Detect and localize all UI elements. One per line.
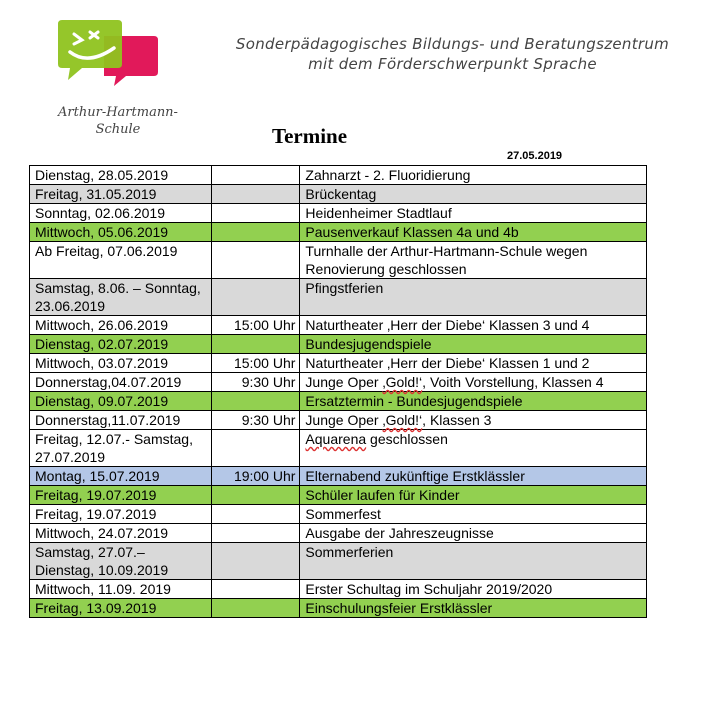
row-time: 19:00 Uhr: [212, 467, 300, 486]
row-date: Freitag, 19.07.2019: [30, 486, 212, 505]
row-event: Erster Schultag im Schuljahr 2019/2020: [300, 580, 647, 599]
row-date: Mittwoch, 24.07.2019: [30, 524, 212, 543]
row-event: Pfingstferien: [300, 279, 647, 316]
row-date: Sonntag, 02.06.2019: [30, 204, 212, 223]
row-date: Freitag, 19.07.2019: [30, 505, 212, 524]
org-line2: mit dem Förderschwerpunkt Sprache: [308, 55, 597, 73]
logo-text: [38, 104, 198, 138]
row-date: Donnerstag,11.07.2019: [30, 411, 212, 430]
row-event: Aquarena geschlossen: [300, 430, 647, 467]
table-row: [30, 486, 647, 505]
row-time: [212, 599, 300, 618]
table-row: [30, 580, 647, 599]
row-event: Ausgabe der Jahreszeugnisse: [300, 524, 647, 543]
row-time: [212, 185, 300, 204]
row-event: Bundesjugendspiele: [300, 335, 647, 354]
row-time: [212, 543, 300, 580]
table-row: [30, 411, 647, 430]
row-time: [212, 505, 300, 524]
row-time: [212, 204, 300, 223]
row-date: Dienstag, 09.07.2019: [30, 392, 212, 411]
row-event: Brückentag: [300, 185, 647, 204]
table-row: [30, 354, 647, 373]
table-row: [30, 373, 647, 392]
table-row: [30, 316, 647, 335]
table-row: [30, 279, 647, 316]
row-date: Mittwoch, 11.09. 2019: [30, 580, 212, 599]
table-row: [30, 242, 647, 279]
row-time: [212, 486, 300, 505]
row-time: [212, 524, 300, 543]
row-time: [212, 166, 300, 185]
row-event: Heidenheimer Stadtlauf: [300, 204, 647, 223]
table-row: [30, 430, 647, 467]
row-event: Turnhalle der Arthur-Hartmann-Schule wegen Renovierung geschlossen: [300, 242, 647, 279]
row-date: Samstag, 8.06. – Sonntag, 23.06.2019: [30, 279, 212, 316]
schedule-table: [29, 165, 647, 618]
spellcheck-mark: ‚Gold!‘: [382, 374, 423, 390]
spellcheck-mark: ‚Gold!‘: [382, 412, 423, 428]
row-time: [212, 335, 300, 354]
document-date: 27.05.2019: [507, 150, 563, 162]
row-date: Mittwoch, 26.06.2019: [30, 316, 212, 335]
table-row: [30, 599, 647, 618]
row-event: Einschulungsfeier Erstklässler: [300, 599, 647, 618]
row-date: Dienstag, 02.07.2019: [30, 335, 212, 354]
row-time: [212, 279, 300, 316]
table-row: [30, 335, 647, 354]
row-event: Schüler laufen für Kinder: [300, 486, 647, 505]
org-line1: Sonderpädagogisches Bildungs- und Beratungszentrum: [235, 35, 670, 53]
row-event: Junge Oper ‚Gold!‘, Klassen 3: [300, 411, 647, 430]
row-time: [212, 392, 300, 411]
row-event: Sommerfest: [300, 505, 647, 524]
table-row: [30, 543, 647, 580]
row-date: Mittwoch, 05.06.2019: [30, 223, 212, 242]
table-row: [30, 166, 647, 185]
row-date: Dienstag, 28.05.2019: [30, 166, 212, 185]
row-event: Naturtheater ‚Herr der Diebe‘ Klassen 1 und 2: [300, 354, 647, 373]
row-time: 9:30 Uhr: [212, 411, 300, 430]
table-row: [30, 524, 647, 543]
row-event: Junge Oper ‚Gold!‘, Voith Vorstellung, Klassen 4: [300, 373, 647, 392]
table-row: [30, 185, 647, 204]
row-date: Montag, 15.07.2019: [30, 467, 212, 486]
table-row: [30, 505, 647, 524]
row-date: Freitag, 31.05.2019: [30, 185, 212, 204]
row-time: [212, 223, 300, 242]
row-date: Freitag, 13.09.2019: [30, 599, 212, 618]
row-time: 15:00 Uhr: [212, 316, 300, 335]
logo-text-line2: Schule: [95, 122, 141, 137]
page-title: Termine: [272, 124, 348, 148]
row-event: Pausenverkauf Klassen 4a und 4b: [300, 223, 647, 242]
row-date: Ab Freitag, 07.06.2019: [30, 242, 212, 279]
table-row: [30, 392, 647, 411]
row-date: Donnerstag,04.07.2019: [30, 373, 212, 392]
row-time: [212, 430, 300, 467]
table-row: [30, 204, 647, 223]
row-date: Mittwoch, 03.07.2019: [30, 354, 212, 373]
org-heading: [205, 34, 700, 74]
row-event: Naturtheater ‚Herr der Diebe‘ Klassen 3 und 4: [300, 316, 647, 335]
row-time: [212, 580, 300, 599]
row-event: Sommerferien: [300, 543, 647, 580]
row-event: Zahnarzt - 2. Fluoridierung: [300, 166, 647, 185]
row-time: 15:00 Uhr: [212, 354, 300, 373]
table-row: [30, 223, 647, 242]
row-event: Elternabend zukünftige Erstklässler: [300, 467, 647, 486]
logo-text-line1: Arthur-Hartmann-: [58, 105, 178, 120]
spellcheck-mark: Aquarena: [305, 431, 367, 447]
row-time: [212, 242, 300, 279]
table-row: [30, 467, 647, 486]
row-time: 9:30 Uhr: [212, 373, 300, 392]
school-logo-icon: [56, 18, 166, 90]
row-event: Ersatztermin - Bundesjugendspiele: [300, 392, 647, 411]
row-date: Freitag, 12.07.- Samstag, 27.07.2019: [30, 430, 212, 467]
row-date: Samstag, 27.07.– Dienstag, 10.09.2019: [30, 543, 212, 580]
